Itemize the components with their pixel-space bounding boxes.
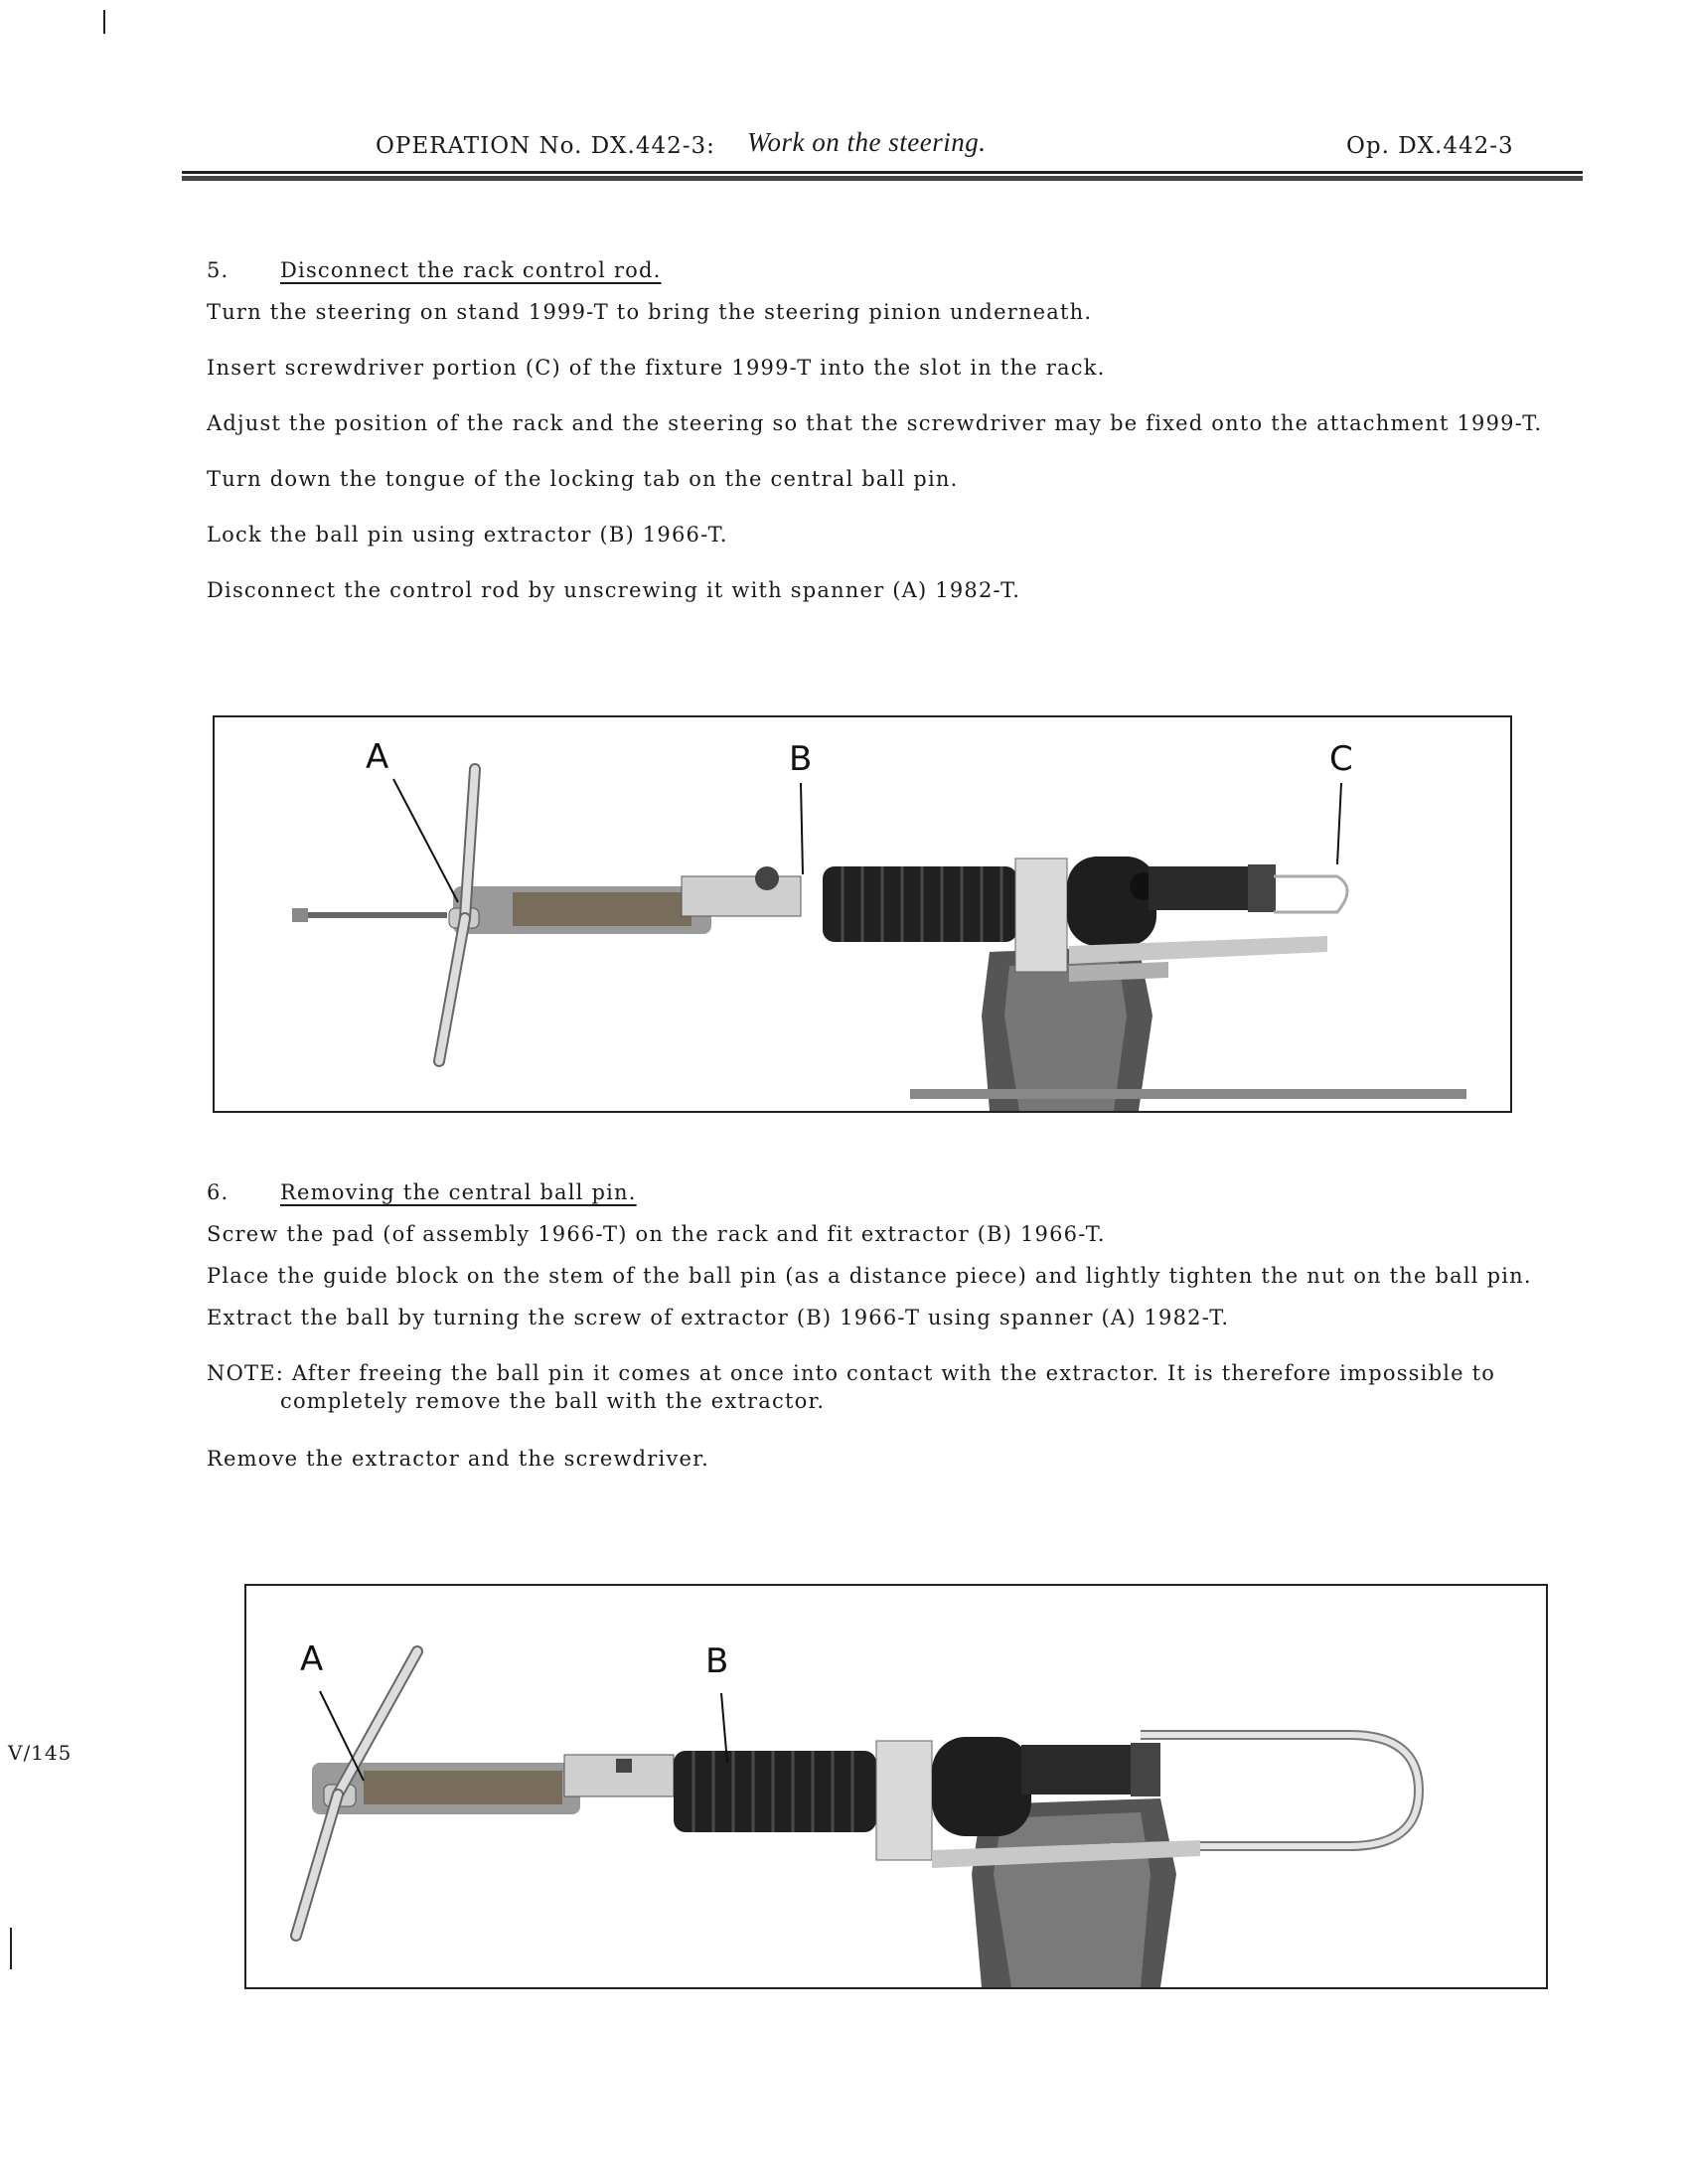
- leader-line-c: [1337, 783, 1341, 864]
- header-rule: [182, 171, 1583, 174]
- figure-steering-rack-2: [244, 1584, 1548, 1989]
- steering-rack-illustration: [215, 717, 1510, 1111]
- pinion-housing: [932, 1737, 1031, 1836]
- header-rule-thick: [182, 176, 1583, 181]
- figure-label-c: C: [1329, 739, 1353, 779]
- bench-base: [910, 1089, 1466, 1099]
- instruction-line: Turn down the tongue of the locking tab on the central ball pin.: [207, 467, 959, 491]
- margin-mark: [10, 1928, 12, 1969]
- figure-label-a: A: [366, 737, 389, 777]
- instruction-line: Remove the extractor and the screwdriver.: [207, 1447, 709, 1471]
- note-line: NOTE: After freeing the ball pin it comes at once into contact with the extractor. It is therefore impossible to: [207, 1361, 1496, 1385]
- margin-mark: [103, 10, 105, 34]
- step-number: 5.: [207, 258, 230, 282]
- step-title: Removing the central ball pin.: [280, 1180, 637, 1204]
- rubber-bellows: [674, 1751, 876, 1832]
- screwdriver-fixture: [1274, 876, 1347, 912]
- steering-rack-illustration: [246, 1586, 1546, 1987]
- step-number: 6.: [207, 1180, 230, 1204]
- rubber-bellows: [823, 866, 1017, 942]
- instruction-line: Insert screwdriver portion (C) of the fixture 1999-T into the slot in the rack.: [207, 356, 1106, 380]
- instruction-line: Disconnect the control rod by unscrewing it with spanner (A) 1982-T.: [207, 578, 1021, 602]
- leader-line-a: [393, 779, 458, 902]
- clamp-block: [876, 1741, 932, 1860]
- instruction-line: Lock the ball pin using extractor (B) 1966-T.: [207, 523, 728, 546]
- instruction-line: Place the guide block on the stem of the ball pin (as a distance piece) and lightly tighten the nut on the ball pin.: [207, 1264, 1532, 1288]
- figure-label-b: B: [705, 1641, 729, 1681]
- header-operation: OPERATION No. DX.442-3:: [376, 133, 715, 159]
- instruction-line: Adjust the position of the rack and the steering so that the screwdriver may be fixed onto the attachment 1999-T.: [207, 411, 1543, 435]
- note-line-continued: completely remove the ball with the extractor.: [280, 1389, 826, 1413]
- header-title: Work on the steering.: [747, 127, 987, 157]
- instruction-line: Extract the ball by turning the screw of extractor (B) 1966-T using spanner (A) 1982-T.: [207, 1306, 1230, 1329]
- side-page-reference: V/145: [8, 1741, 73, 1765]
- step-title: Disconnect the rack control rod.: [280, 258, 662, 282]
- figure-label-a: A: [300, 1639, 324, 1679]
- instruction-line: Turn the steering on stand 1999-T to bring the steering pinion underneath.: [207, 300, 1093, 324]
- clamp-block: [1015, 858, 1067, 972]
- figure-steering-rack-1: [213, 715, 1512, 1113]
- figure-label-b: B: [789, 739, 813, 779]
- pinion-housing: [1067, 857, 1156, 946]
- header-ref: Op. DX.442-3: [1346, 133, 1514, 159]
- instruction-line: Screw the pad (of assembly 1966-T) on the rack and fit extractor (B) 1966-T.: [207, 1222, 1106, 1246]
- leader-line-b: [801, 783, 803, 874]
- control-rod: [298, 912, 447, 918]
